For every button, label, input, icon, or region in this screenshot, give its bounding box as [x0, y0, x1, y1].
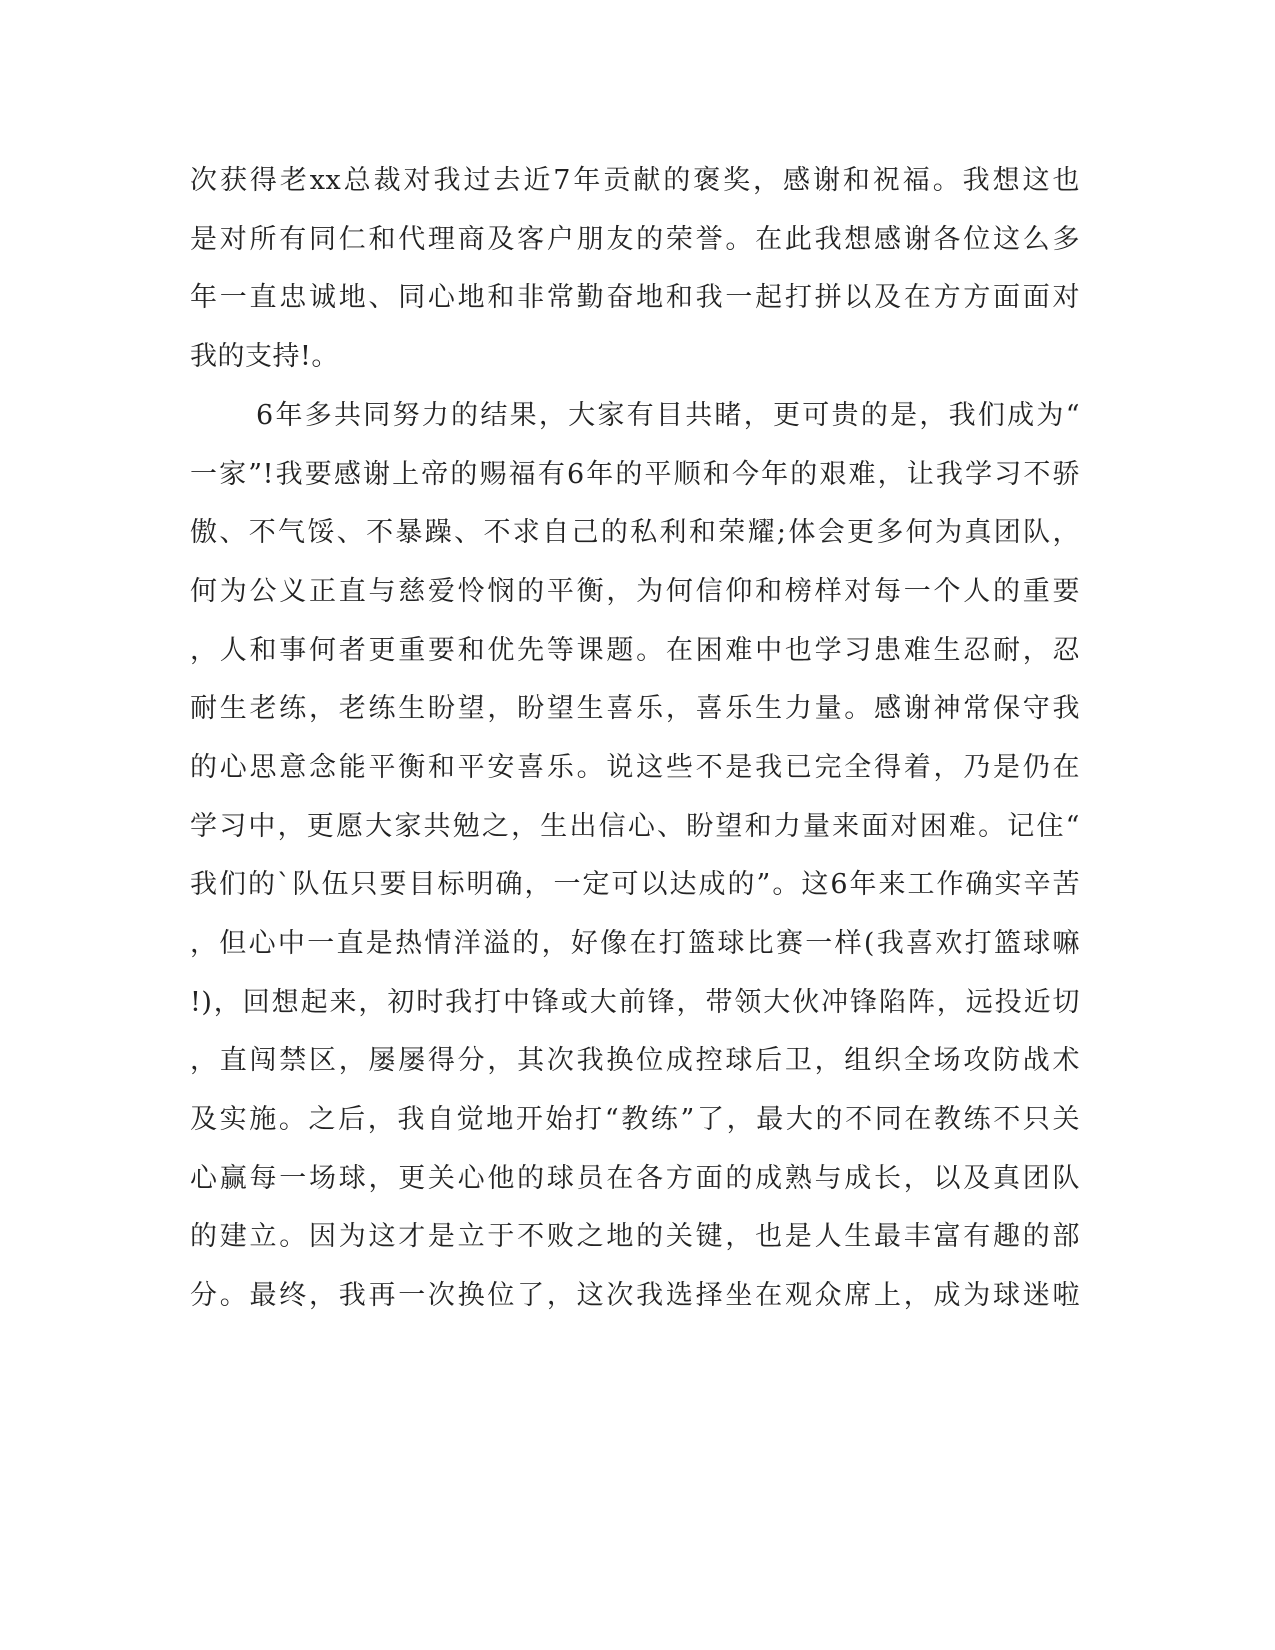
text-line: 的建立。因为这才是立于不败之地的关键，也是人生最丰富有趣的部 — [190, 1221, 1080, 1252]
text-line: 分。最终，我再一次换位了，这次我选择坐在观众席上，成为球迷啦 — [190, 1280, 1080, 1311]
text-line: 何为公义正直与慈爱怜悯的平衡，为何信仰和榜样对每一个人的重要 — [190, 576, 1080, 607]
text-line: 我们的`队伍只要目标明确，一定可以达成的”。这6年来工作确实辛苦 — [190, 869, 1080, 900]
text-line: 心赢每一场球，更关心他的球员在各方面的成熟与成长，以及真团队 — [190, 1163, 1080, 1194]
text-line: 6年多共同努力的结果，大家有目共睹，更可贵的是，我们成为“ — [256, 400, 1080, 431]
text-line: 次获得老xx总裁对我过去近7年贡献的褒奖，感谢和祝福。我想这也 — [190, 165, 1080, 196]
text-line: !)，回想起来，初时我打中锋或大前锋，带领大伙冲锋陷阵，远投近切 — [190, 987, 1080, 1018]
text-line: 年一直忠诚地、同心地和非常勤奋地和我一起打拼以及在方方面面对 — [190, 282, 1080, 313]
text-line: 的心思意念能平衡和平安喜乐。说这些不是我已完全得着，乃是仍在 — [190, 752, 1080, 783]
text-line: 学习中，更愿大家共勉之，生出信心、盼望和力量来面对困难。记住“ — [190, 811, 1080, 842]
text-line: ，人和事何者更重要和优先等课题。在困难中也学习患难生忍耐，忍 — [190, 635, 1080, 666]
text-line: 及实施。之后，我自觉地开始打“教练”了，最大的不同在教练不只关 — [190, 1104, 1080, 1135]
text-line: 我的支持!。 — [190, 341, 339, 372]
text-line: ，但心中一直是热情洋溢的，好像在打篮球比赛一样(我喜欢打篮球嘛 — [190, 928, 1080, 959]
text-line: 耐生老练，老练生盼望，盼望生喜乐，喜乐生力量。感谢神常保守我 — [190, 693, 1080, 724]
text-line: ，直闯禁区，屡屡得分，其次我换位成控球后卫，组织全场攻防战术 — [190, 1045, 1080, 1076]
text-line: 一家”!我要感谢上帝的赐福有6年的平顺和今年的艰难，让我学习不骄 — [190, 459, 1080, 490]
text-line: 是对所有同仁和代理商及客户朋友的荣誉。在此我想感谢各位这么多 — [190, 224, 1080, 255]
text-line: 傲、不气馁、不暴躁、不求自己的私利和荣耀;体会更多何为真团队， — [190, 517, 1080, 548]
